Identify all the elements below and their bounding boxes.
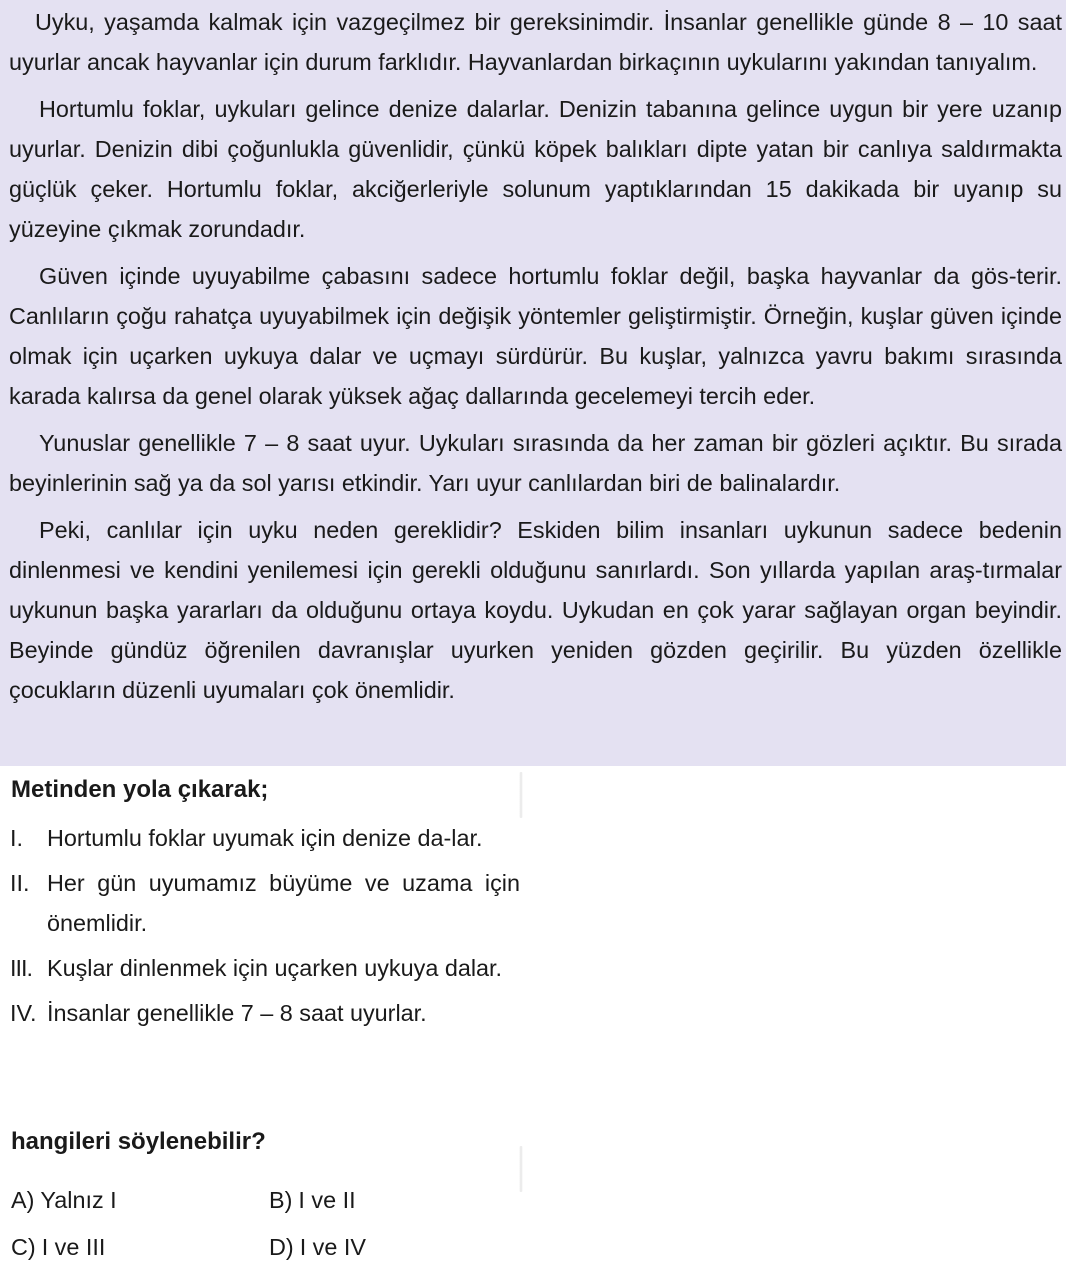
statement-text: Kuşlar dinlenmek için uçarken uykuya dalar.	[47, 955, 503, 981]
passage-paragraph-1: Uyku, yaşamda kalmak için vazgeçilmez bir gereksinimdir. İnsanlar genellikle günde 8 – 10 saat uyurlar ancak hayvanlar için durum farklıdır. Hayvanlardan birkaçının uykularını yakından tanıyalım.	[9, 9, 1062, 75]
option-d[interactable]	[269, 1227, 366, 1267]
option-a[interactable]	[11, 1180, 117, 1220]
statement-numeral: III.	[10, 955, 32, 981]
option-text: I ve IV	[299, 1234, 366, 1260]
statement-list	[10, 818, 520, 1038]
option-c[interactable]	[11, 1227, 105, 1267]
statement-item	[10, 993, 520, 1033]
passage-paragraph-2: Hortumlu foklar, uykuları gelince denize dalarlar. Denizin tabanına gelince uygun bir yere uzanıp uyurlar. Denizin dibi çoğunlukla güvenlidir, çünkü köpek balıkları dipte yatan bir canlıya saldırmakta güçlük çeker. Hortumlu foklar, akciğerleriyle solunum yaptıklarından 15 dakikada bir uyanıp su yüzeyine çıkmak zorundadır.	[9, 96, 1062, 242]
option-letter: A)	[11, 1187, 35, 1213]
statement-text: İnsanlar genellikle 7 – 8 saat uyurlar.	[47, 1000, 427, 1026]
statement-item	[10, 948, 520, 988]
option-text: Yalnız I	[40, 1187, 117, 1213]
question-tail: hangileri söylenebilir?	[11, 1128, 266, 1155]
option-b[interactable]	[269, 1180, 356, 1220]
statement-numeral: I.	[10, 825, 23, 851]
option-text: I ve III	[41, 1234, 106, 1260]
question-block	[0, 766, 1066, 1274]
question-lead: Metinden yola çıkarak;	[11, 776, 269, 803]
statement-numeral: II.	[10, 870, 30, 896]
passage-paragraph-3: Güven içinde uyuyabilme çabasını sadece hortumlu foklar değil, başka hayvanlar da gös-terir. Canlıların çoğu rahatça uyuyabilmek için değişik yöntemler geliştirmiştir. Örneğin, kuşlar güven içinde olmak için uçarken uykuya dalar ve uçmayı sürdürür. Bu kuşlar, yalnızca yavru bakımı sırasında karada kalırsa da genel olarak yüksek ağaç dallarında gecelemeyi tercih eder.	[9, 263, 1062, 409]
passage-paragraph-4: Yunuslar genellikle 7 – 8 saat uyur. Uykuları sırasında da her zaman bir gözleri açıktır. Bu sırada beyinlerinin sağ ya da sol yarısı etkindir. Yarı uyur canlılardan biri de balinalardır.	[9, 430, 1062, 496]
passage-paragraph-5: Peki, canlılar için uyku neden gereklidir? Eskiden bilim insanları uykunun sadece bedenin dinlenmesi ve kendini yenilemesi için gerekli olduğunu sanırlardı. Son yıllarda yapılan araş-tırmalar uykunun başka yararları da olduğunu ortaya koydu. Uykudan en çok yarar sağlayan organ beyindir. Beyinde gündüz öğrenilen davranışlar uyurken yeniden gözden geçirilir. Bu yüzden özellikle çocukların düzenli uyumaları çok önemlidir.	[9, 517, 1062, 703]
option-text: I ve II	[298, 1187, 356, 1213]
option-letter: C)	[11, 1234, 36, 1260]
option-letter: D)	[269, 1234, 294, 1260]
statement-text: Her gün uyumamız büyüme ve uzama için önemlidir.	[47, 870, 520, 936]
answer-options	[11, 1180, 571, 1280]
statement-numeral: IV.	[10, 1000, 37, 1026]
statement-item	[10, 818, 520, 858]
statement-text: Hortumlu foklar uyumak için denize da-lar.	[47, 825, 483, 851]
option-letter: B)	[269, 1187, 293, 1213]
page-fold-mark	[519, 772, 523, 818]
statement-item	[10, 863, 520, 943]
